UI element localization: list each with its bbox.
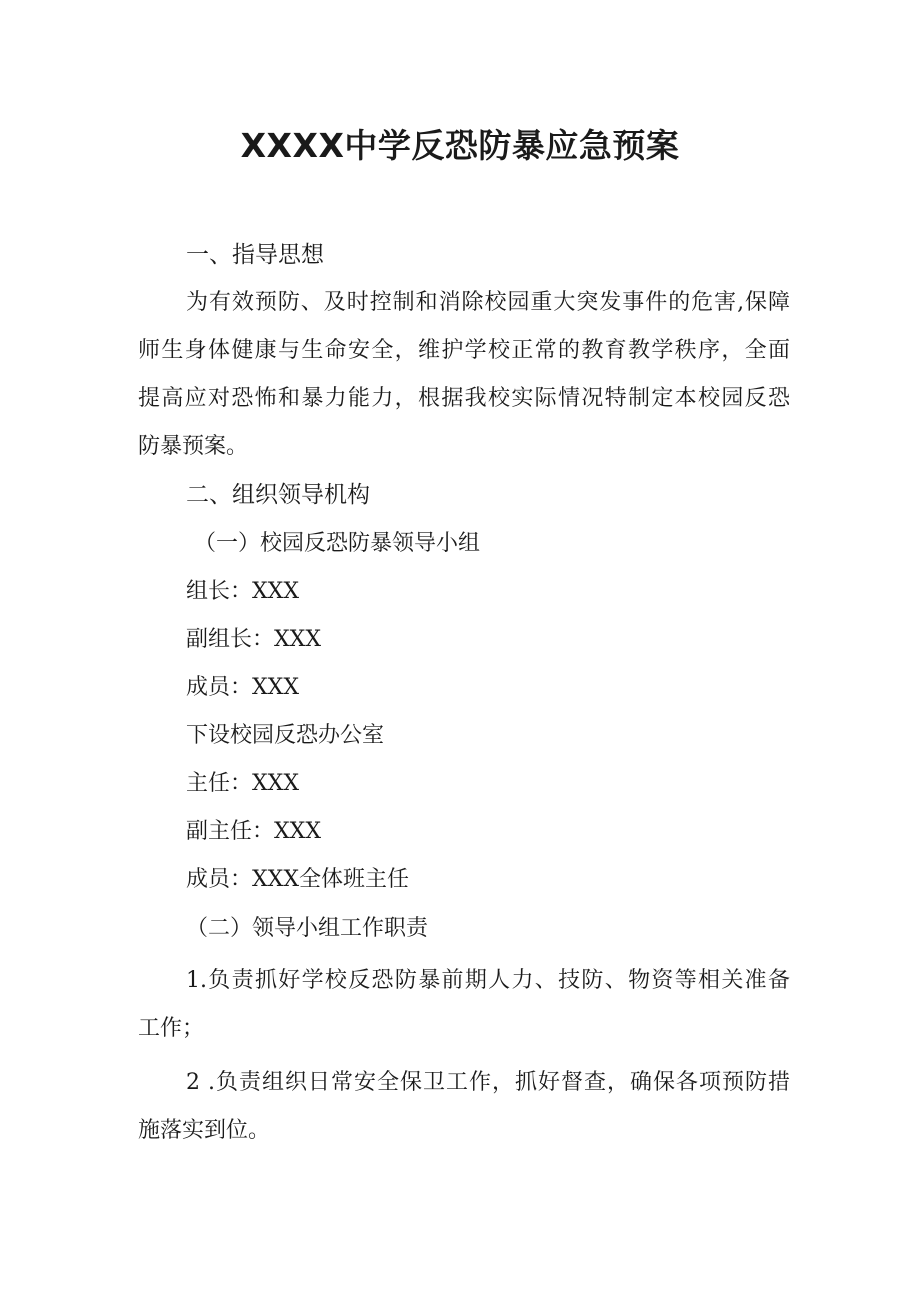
office-line: 下设校园反恐办公室 xyxy=(186,723,385,748)
paragraph-line: 提高应对恐怖和暴力能力，根据我校实际情况特制定本校园反恐 xyxy=(138,386,790,411)
duty-item-line: 工作； xyxy=(138,1016,205,1041)
document-title: XXXX中学反恐防暴应急预案 xyxy=(240,126,680,165)
duty-item-line: 2 .负责组织日常安全保卫工作，抓好督查，确保各项预防措 xyxy=(186,1070,790,1095)
duty-item-line: 施落实到位。 xyxy=(138,1118,271,1143)
paragraph-line: 为有效预防、及时控制和消除校园重大突发事件的危害,保障 xyxy=(186,290,790,315)
duty-item-line: 1.负责抓好学校反恐防暴前期人力、技防、物资等相关准备 xyxy=(186,968,790,993)
member-line-director: 主任：XXX xyxy=(186,771,299,796)
paragraph-line: 师生身体健康与生命安全，维护学校正常的教育教学秩序，全面 xyxy=(138,338,790,363)
subsection-heading-leadership-group: （一）校园反恐防暴领导小组 xyxy=(194,531,481,556)
member-line-office-members: 成员：XXX全体班主任 xyxy=(186,867,409,892)
section-heading-organization: 二、组织领导机构 xyxy=(186,482,370,508)
member-line-members: 成员：XXX xyxy=(186,675,299,700)
member-line-leader: 组长：XXX xyxy=(186,579,299,604)
subsection-heading-duties: （二）领导小组工作职责 xyxy=(186,916,429,941)
member-line-deputy-director: 副主任：XXX xyxy=(186,819,321,844)
paragraph-line: 防暴预案。 xyxy=(138,434,249,459)
section-heading-guiding-ideology: 一、指导思想 xyxy=(186,242,324,268)
member-line-deputy-leader: 副组长：XXX xyxy=(186,627,321,652)
